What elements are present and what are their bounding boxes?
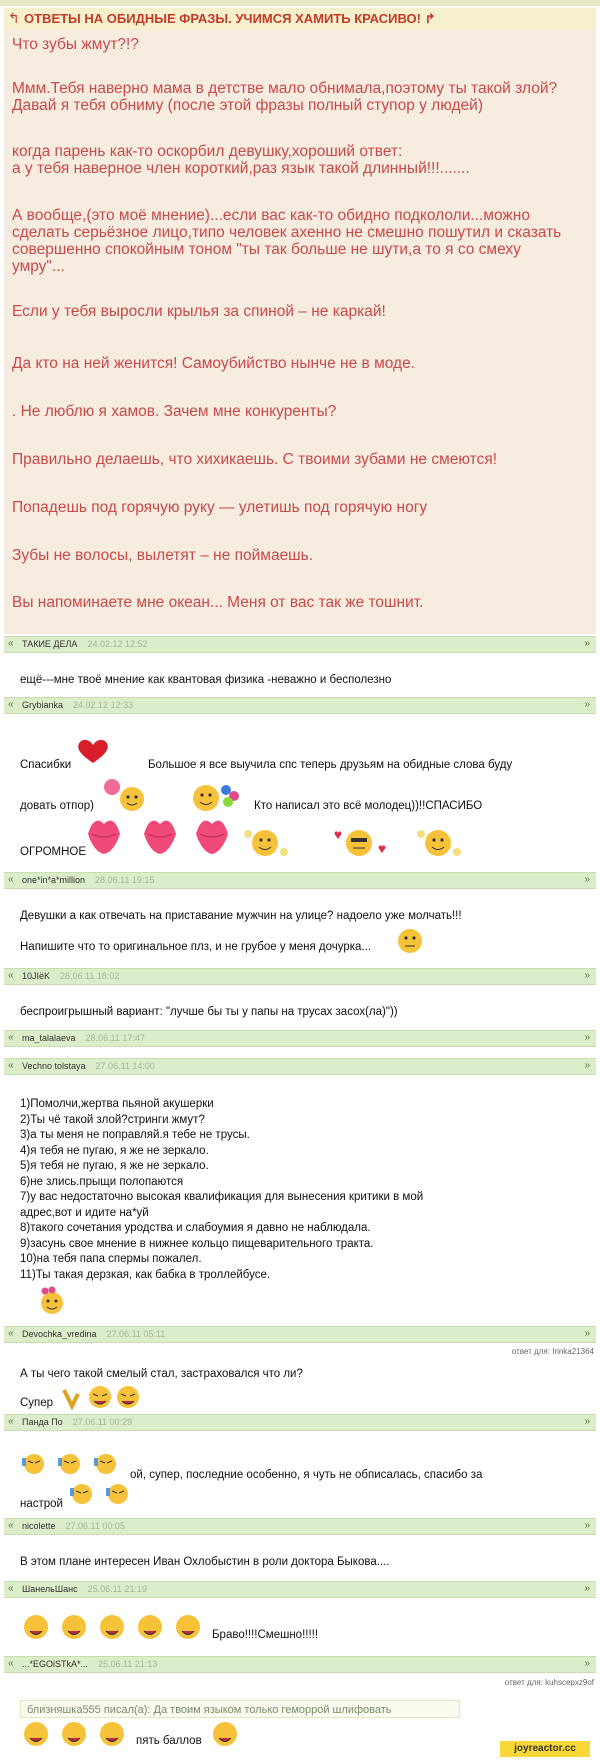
flower-smile-icon — [416, 828, 462, 858]
comment-text: довать отпор) — [20, 800, 94, 812]
comment-text: ещё---мне твоё мнение как квантовая физика -неважно и бесполезно — [20, 674, 392, 686]
reply-to-label[interactable]: ответ для: Irinka21364 — [511, 1347, 594, 1356]
reply-to-label[interactable]: ответ для: kuhscepxz9of — [504, 1678, 594, 1687]
flower-smile-icon — [243, 828, 289, 858]
comment-header — [4, 968, 596, 985]
site-watermark[interactable]: joyreactor.cc — [500, 1741, 590, 1757]
comment-author[interactable]: nicolette 27.06.11 00:05 — [22, 1521, 125, 1531]
quote-right-icon[interactable]: » — [584, 1032, 590, 1043]
quote-line: Да кто на ней женится! Самоубийство нынче не в моде. — [12, 355, 415, 372]
comment-header — [4, 1326, 596, 1343]
quote-left-icon[interactable]: « — [8, 1328, 14, 1339]
comment-text: Браво!!!!Смешно!!!!! — [212, 1629, 319, 1641]
quote-right-icon[interactable]: » — [584, 699, 590, 710]
top-strip — [0, 0, 600, 6]
quote-right-icon[interactable]: » — [584, 1658, 590, 1669]
comment-text: ОГРОМНОЕ — [20, 846, 87, 858]
comment-header — [4, 1518, 596, 1535]
quote-line: Попадешь под горячую руку — улетишь под горячую ногу — [12, 499, 428, 516]
quote-right-icon[interactable]: » — [584, 874, 590, 885]
quote-line: . Не люблю я хамов. Зачем мне конкуренты? — [12, 403, 337, 420]
quote-left-icon[interactable]: « — [8, 1658, 14, 1669]
quote-right-icon[interactable]: » — [584, 638, 590, 649]
flower-bouquet-smile-icon — [190, 780, 246, 814]
quote-line: А вообще,(это моё мнение)...если вас как-то обидно подкололи...можно сделать серьёзное лицо,типо человек ахенно не смешно пошутил и сказать совершенно спокойным тоном "ты так больше не шути,а то я со смеху умру"... — [12, 207, 562, 275]
comment-text: настрой — [20, 1498, 63, 1510]
laughing-smiles-icon — [68, 1482, 134, 1506]
comment-author[interactable]: one*in*a*million 28.06.11 19:15 — [22, 875, 155, 885]
laughing-smiles-icon — [20, 1452, 130, 1476]
comment-text: пять баллов — [136, 1735, 202, 1747]
comment-text: В этом плане интересен Иван Охлобыстин в роли доктора Быкова.... — [20, 1556, 390, 1568]
comment-author[interactable]: ma_talalaeva 28.06.11 17:47 — [22, 1033, 145, 1043]
quote-left-icon[interactable]: « — [8, 874, 14, 885]
laughing-smiles-icon — [60, 1384, 142, 1410]
quote-line: Зубы не волосы, вылетят – не поймаешь. — [12, 547, 314, 564]
comment-author[interactable]: Grybianka 24.02.12 12:33 — [22, 700, 134, 710]
comment-author[interactable]: 10JIëK 28.06.11 18:02 — [22, 971, 120, 981]
post-header — [4, 8, 596, 31]
comment-text: ой, супер, последние особенно, я чуть не обписалась, спасибо за — [130, 1469, 483, 1481]
comment-author[interactable]: ...*EGOiSTkA*... 25.06.11 21:13 — [22, 1659, 158, 1669]
quote-line: когда парень как-то оскорбил девушку,хороший ответ: а у тебя наверное член короткий,раз язык такой длинный!!!....... — [12, 143, 470, 177]
comment-author[interactable]: Vechno tolstaya 27.06.11 14:00 — [22, 1061, 155, 1071]
quote-image — [4, 30, 596, 634]
laughing-smiles-icon — [20, 1613, 210, 1641]
quote-right-icon[interactable]: » — [584, 1583, 590, 1594]
love-smile-icon — [330, 828, 388, 858]
quote-left-icon[interactable]: « — [8, 1583, 14, 1594]
quote-left-icon[interactable]: « — [8, 638, 14, 649]
quote-left-icon[interactable]: « — [8, 1032, 14, 1043]
quote-left-icon[interactable]: « — [8, 1520, 14, 1531]
quote-left-icon[interactable]: « — [8, 970, 14, 981]
flower-smile-icon — [98, 775, 152, 813]
comment-header — [4, 872, 596, 889]
comment-header — [4, 1030, 596, 1047]
quote-right-icon[interactable]: » — [584, 1416, 590, 1427]
quote-line: Вы напоминаете мне океан... Меня от вас так же тошнит. — [12, 594, 424, 611]
girl-smile-icon — [37, 1286, 67, 1316]
comment-text: Девушки а как отвечать на приставание мужчин на улице? надоело уже молчать!!! — [20, 910, 462, 922]
comment-text: Кто написал это всё молодец))!!СПАСИБО — [254, 800, 483, 812]
comment-author[interactable]: ШанельШанс 25.06.11 21:19 — [22, 1584, 147, 1594]
quote-line: Ммм.Тебя наверно мама в детстве мало обнимала,поэтому ты такой злой? Давай я тебя обниму (после этой фразы полный ступор у людей) — [12, 80, 558, 114]
quote-left-icon[interactable]: « — [8, 1416, 14, 1427]
comment-text: беспроигрышный вариант: "лучше бы ты у папы на трусах засох(ла)")) — [20, 1006, 398, 1018]
comment-author[interactable]: Панда По 27.06.11 00:29 — [22, 1417, 133, 1427]
comment-text: Большое я все выучила спс теперь друзьям на обидные слова буду — [148, 759, 513, 771]
quote-right-icon[interactable]: » — [584, 970, 590, 981]
comment-header — [4, 1656, 596, 1673]
comment-header — [4, 697, 596, 714]
comment-text: А ты чего такой смелый стал, застраховался что ли? — [20, 1368, 303, 1380]
laughing-smile-icon — [210, 1720, 240, 1748]
post-title: ОТВЕТЫ НА ОБИДНЫЕ ФРАЗЫ. УЧИМСЯ ХАМИТЬ КРАСИВО! ↱ — [24, 11, 436, 26]
quote-left-icon[interactable]: « — [8, 1060, 14, 1071]
comment-header — [4, 636, 596, 653]
lips-icon — [192, 812, 232, 856]
comment-header — [4, 1058, 596, 1075]
quote-left-icon[interactable]: « — [8, 699, 14, 710]
lips-icon — [140, 812, 180, 856]
comment-text: Супер — [20, 1397, 54, 1409]
back-arrow-icon[interactable]: ↰ — [8, 10, 20, 26]
thinking-smile-icon — [395, 926, 425, 956]
quote-right-icon[interactable]: » — [584, 1060, 590, 1071]
comment-header — [4, 1414, 596, 1431]
comment-header — [4, 1581, 596, 1598]
comment-author[interactable]: ТАКИЕ ДЕЛА 24.02.12 12:52 — [22, 639, 148, 649]
quoted-message: близняшка555 писал(а): Да твоим языком только геморрой шлифовать — [20, 1700, 460, 1718]
quote-line: Что зубы жмут?!? — [12, 36, 139, 53]
quote-line: Правильно делаешь, что хихикаешь. С твоими зубами не смеются! — [12, 451, 498, 468]
quote-right-icon[interactable]: » — [584, 1328, 590, 1339]
heart-icon — [74, 737, 112, 765]
comment-text: Напишите что то оригинальное плз, и не грубое у меня дочурка... — [20, 941, 372, 953]
comment-text: 1)Помолчи,жертва пьяной акушерки 2)Ты чё такой злой?стринги жмут? 3)а ты меня не поправляй.я тебе не трусы. 4)я тебя не пугаю, я же не зеркало. 5)я тебя не пугаю, я же не зеркало. 6)не злись.прыщи полопаются 7)у вас недостаточно высокая квалификация для вынесения критики в мой адрес,вот и идите на*уй 8)такого сочетания уродства и слабоумия я давно не наблюдала. 9)засунь свое мнение в нижнее кольцо пищеварительного тракта. 10)на тебя папа спермы пожалел. 11)Ты такая дерзкая, как бабка в троллейбусе. — [20, 1098, 424, 1281]
comment-author[interactable]: Devochka_vredina 27.06.11 05:11 — [22, 1329, 166, 1339]
comment-text: Спасибки — [20, 759, 72, 771]
lips-icon — [84, 812, 124, 856]
quote-right-icon[interactable]: » — [584, 1520, 590, 1531]
quote-line: Если у тебя выросли крылья за спиной – не каркай! — [12, 303, 386, 320]
